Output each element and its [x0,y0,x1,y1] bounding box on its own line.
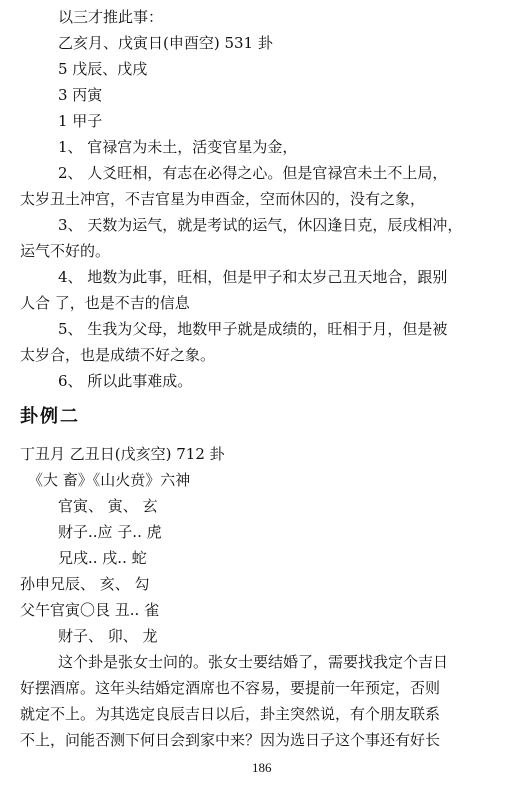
intro-line: 以三才推此事： [58,8,164,26]
gua-date-line: 乙亥月、戊寅日(申酉空) 531 卦 [58,34,273,52]
gua-name-line: 《大 畜》《山火贲》六神 [28,471,191,489]
yao-line: 父午官寅〇艮 丑.. 雀 [20,601,160,619]
list-item-6: 6、 所以此事难成。 [58,372,193,390]
yao-line: 官寅、 寅、 玄 [58,497,158,515]
gua-date-line-2: 丁丑月 乙丑日(戊亥空) 712 卦 [20,445,225,463]
list-item-5: 5、 生我为父母，地数甲子就是成绩的，旺相于月，但是被 [58,320,448,338]
list-item-1: 1、 官禄宫为未土，活变官星为金， [58,138,298,156]
paragraph-line: 就定不上。为其选定良辰吉日以后，卦主突然说，有个朋友联系 [20,705,441,723]
number-line-5: 5 戊辰、戊戌 [58,60,148,78]
list-item-5-cont: 太岁合，也是成绩不好之象。 [20,346,216,364]
list-item-3: 3、 天数为运气，就是考试的运气，休囚逢日克，辰戌相冲， [58,216,463,234]
paragraph-line: 不上，问能否测下何日会到家中来？因为选日子这个事还有好长 [20,731,441,749]
list-item-2: 2、 人爻旺相，有志在必得之心。但是官禄宫未土不上局， [58,164,448,182]
section-heading: 卦例二 [20,406,80,427]
list-item-2-cont: 太岁丑土冲宫，不吉官星为申酉金，空而休囚的，没有之象， [20,190,426,208]
list-item-4-cont: 人合 了，也是不吉的信息 [20,294,190,312]
yao-line: 兄戌.. 戌.. 蛇 [58,549,147,567]
paragraph-line: 好摆酒席。这年头结婚定酒席也不容易，要提前一年预定，否则 [20,679,441,697]
yao-line: 孙申兄辰、 亥、 勾 [20,575,150,593]
yao-line: 财子..应 子.. 虎 [58,523,162,541]
list-item-3-cont: 运气不好的。 [20,242,111,260]
yao-line: 财子、 卯、 龙 [58,627,158,645]
list-item-4: 4、 地数为此事，旺相，但是甲子和太岁己丑天地合，跟别 [58,268,448,286]
page-number: 186 [252,760,272,775]
number-line-1: 1 甲子 [58,112,103,130]
number-line-3: 3 丙寅 [58,86,103,104]
paragraph-line: 这个卦是张女士问的。张女士要结婚了，需要找我定个吉日 [58,653,449,671]
